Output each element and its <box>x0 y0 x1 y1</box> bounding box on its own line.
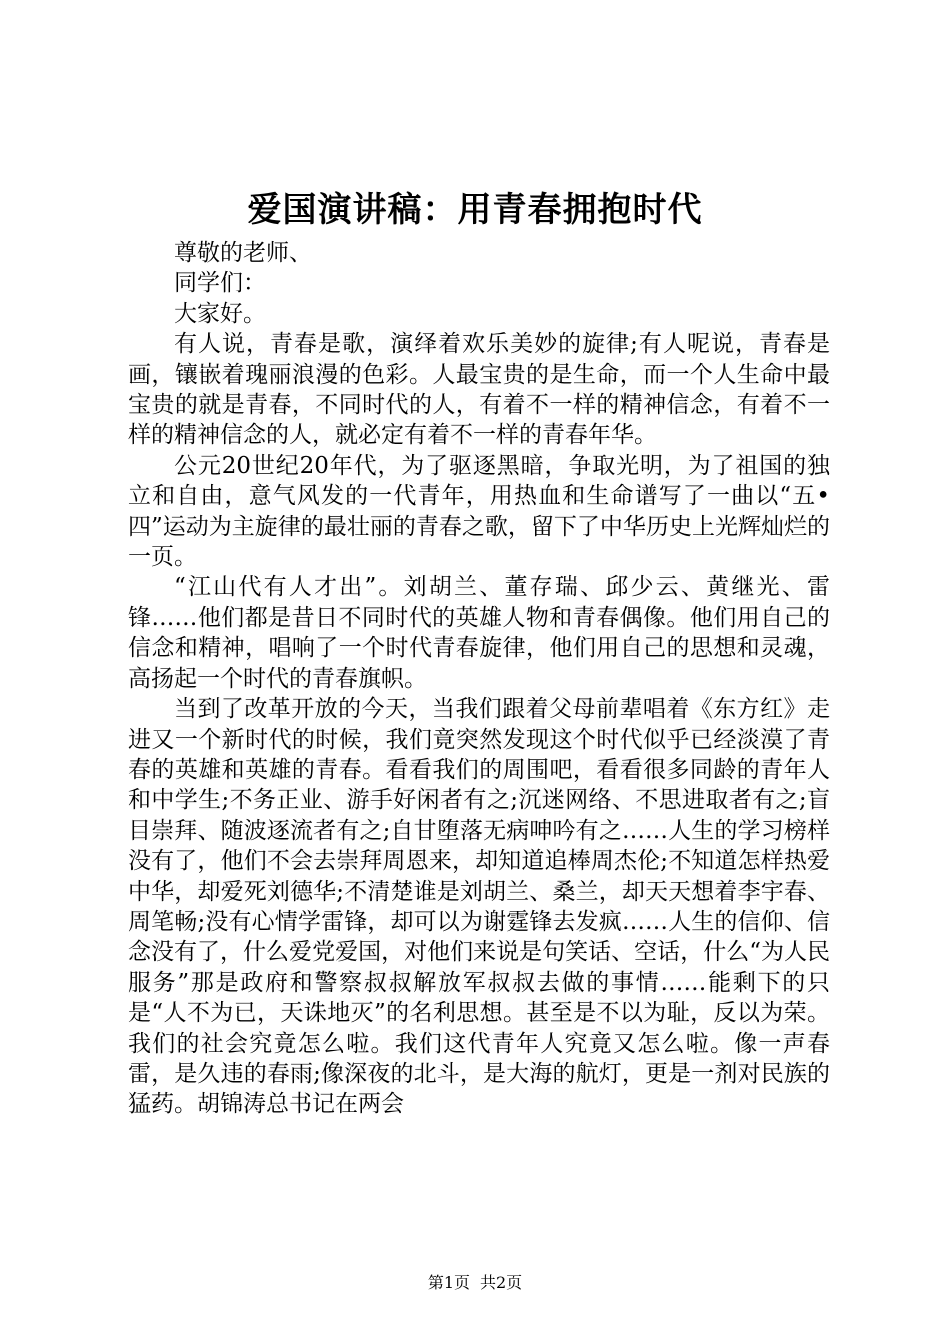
body-paragraph: 当到了改革开放的今天，当我们跟着父母前辈唱着《东方红》走进又一个新时代的时候，我们竟突然发现这个时代似乎已经淡漠了青春的英雄和英雄的青春。看看我们的周围吧，看看很多同龄的青年人和中学生;不务正业、游手好闲者有之;沉迷网络、不思进取者有之;盲目崇拜、随波逐流者有之;自甘堕落无病呻吟有之……人生的学习榜样没有了，他们不会去崇拜周恩来，却知道追棒周杰伦;不知道怎样热爱中华，却爱死刘德华;不清楚谁是刘胡兰、桑兰，却天天想着李宇春、周笔畅;没有心情学雷锋，却可以为谢霆锋去发疯……人生的信仰、信念没有了，什么爱党爱国，对他们来说是句笑话、空话，什么“为人民服务”那是政府和警察叔叔解放军叔叔去做的事情……能剩下的只是“人不为已，天诛地灭”的名利思想。甚至是不以为耻，反以为荣。我们的社会究竟怎么啦。我们这代青年人究竟又怎么啦。像一声春雷，是久违的春雨;像深夜的北斗，是大海的航灯，更是一剂对民族的猛药。胡锦涛总书记在两会 <box>128 696 830 1118</box>
salutation-line: 尊敬的老师、 <box>174 240 312 266</box>
body-paragraph: 公元20世纪20年代，为了驱逐黑暗，争取光明，为了祖国的独立和自由，意气风发的一代青年，用热血和生命谱写了一曲以“五•四”运动为主旋律的最壮丽的青春之歌，留下了中华历史上光辉灿烂的一页。 <box>128 452 830 571</box>
page-number: 第1页 <box>427 1273 470 1292</box>
page-footer <box>0 1271 950 1295</box>
document-title: 爱国演讲稿：用青春拥抱时代 <box>247 190 703 230</box>
body-paragraph: “江山代有人才出”。刘胡兰、董存瑞、邱少云、黄继光、雷锋……他们都是昔日不同时代的英雄人物和青春偶像。他们用自己的信念和精神，唱响了一个时代青春旋律，他们用自己的思想和灵魂，高扬起一个时代的青春旗帜。 <box>128 574 830 692</box>
salutation-line: 同学们： <box>174 270 266 297</box>
greeting-line: 大家好。 <box>174 300 266 327</box>
body-paragraph: 有人说，青春是歌，演绎着欢乐美妙的旋律;有人呢说，青春是画，镶嵌着瑰丽浪漫的色彩。人最宝贵的是生命，而一个人生命中最宝贵的就是青春，不同时代的人，有着不一样的精神信念，有着不一样的精神信念的人，就必定有着不一样的青春年华。 <box>128 331 830 449</box>
page-total: 共2页 <box>480 1273 523 1292</box>
document-body <box>128 238 830 1120</box>
